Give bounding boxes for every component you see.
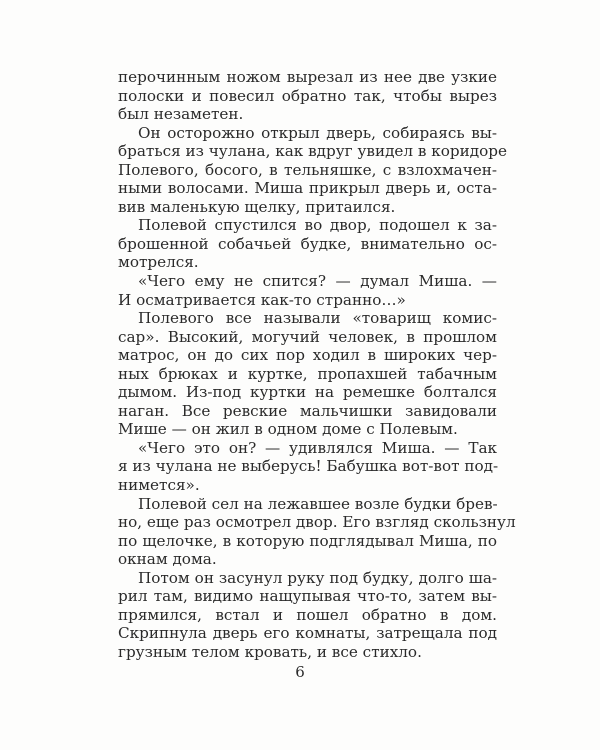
paragraph: [118, 272, 497, 309]
text-line: Мише — он жил в одном доме с Полевым.: [118, 420, 458, 439]
text-line: я из чулана не выберусь! Бабушка вот-вот под-: [118, 457, 499, 476]
text-line: по щелочке, в которую подглядывал Миша, по: [118, 531, 497, 550]
text-line: нимется».: [118, 476, 200, 495]
text-line: но, еще раз осмотрел двор. Его взгляд скользнул: [118, 513, 516, 532]
text-line: «Чего это он? — удивлялся Миша. — Так: [138, 438, 497, 457]
text-line: Полевой спустился во двор, подошел к за-: [138, 216, 497, 235]
text-line: матрос, он до сих пор ходил в широких чер-: [118, 346, 497, 365]
text-line: грузным телом кровать, и все стихло.: [118, 642, 422, 661]
text-line: Скрипнула дверь его комнаты, затрещала под: [118, 624, 497, 643]
paragraph: [118, 309, 497, 439]
text-line: Полевого, босого, в тельняшке, с взлохмачен-: [118, 160, 497, 179]
text-line: сар». Высокий, могучий человек, в прошлом: [118, 327, 497, 346]
paragraph: [118, 569, 497, 662]
text-line: перочинным ножом вырезал из нее две узкие: [118, 68, 497, 86]
text-line: ных брюках и куртке, пропахшей табачным: [118, 364, 497, 383]
text-line: «Чего ему не спится? — думал Миша. —: [138, 272, 497, 291]
text-line: был незаметен.: [118, 105, 244, 124]
text-line: Потом он засунул руку под будку, долго ша-: [138, 568, 497, 587]
text-line: брошенной собачьей будке, внимательно ос-: [118, 234, 497, 253]
text-line: прямился, встал и пошел обратно в дом.: [118, 605, 497, 624]
paragraph: [118, 439, 497, 495]
text-line: рил там, видимо нащупывая что-то, затем вы-: [118, 587, 497, 606]
paragraph: [118, 123, 507, 217]
paragraph: [118, 494, 516, 569]
body-text: [118, 68, 516, 662]
page-number: 6: [295, 663, 305, 681]
text-line: вив маленькую щелку, притаился.: [118, 197, 396, 216]
text-line: полоски и повесил обратно так, чтобы вырез: [118, 86, 497, 105]
text-line: Полевой сел на лежавшее возле будки брев-: [138, 494, 498, 513]
text-line: дымом. Из-под куртки на ремешке болтался: [118, 383, 497, 402]
text-line: браться из чулана, как вдруг увидел в коридоре: [118, 142, 507, 161]
paragraph: [118, 216, 497, 272]
text-line: И осматривается как-то странно…»: [118, 290, 406, 309]
text-line: наган. Все ревские мальчишки завидовали: [118, 401, 497, 420]
text-line: мотрелся.: [118, 253, 199, 272]
text-line: Он осторожно открыл дверь, собираясь вы-: [138, 123, 497, 142]
text-line: Полевого все называли «товарищ комис-: [138, 309, 497, 328]
text-line: ными волосами. Миша прикрыл дверь и, оста-: [118, 179, 497, 198]
text-line: окнам дома.: [118, 550, 217, 569]
paragraph: [118, 68, 497, 124]
